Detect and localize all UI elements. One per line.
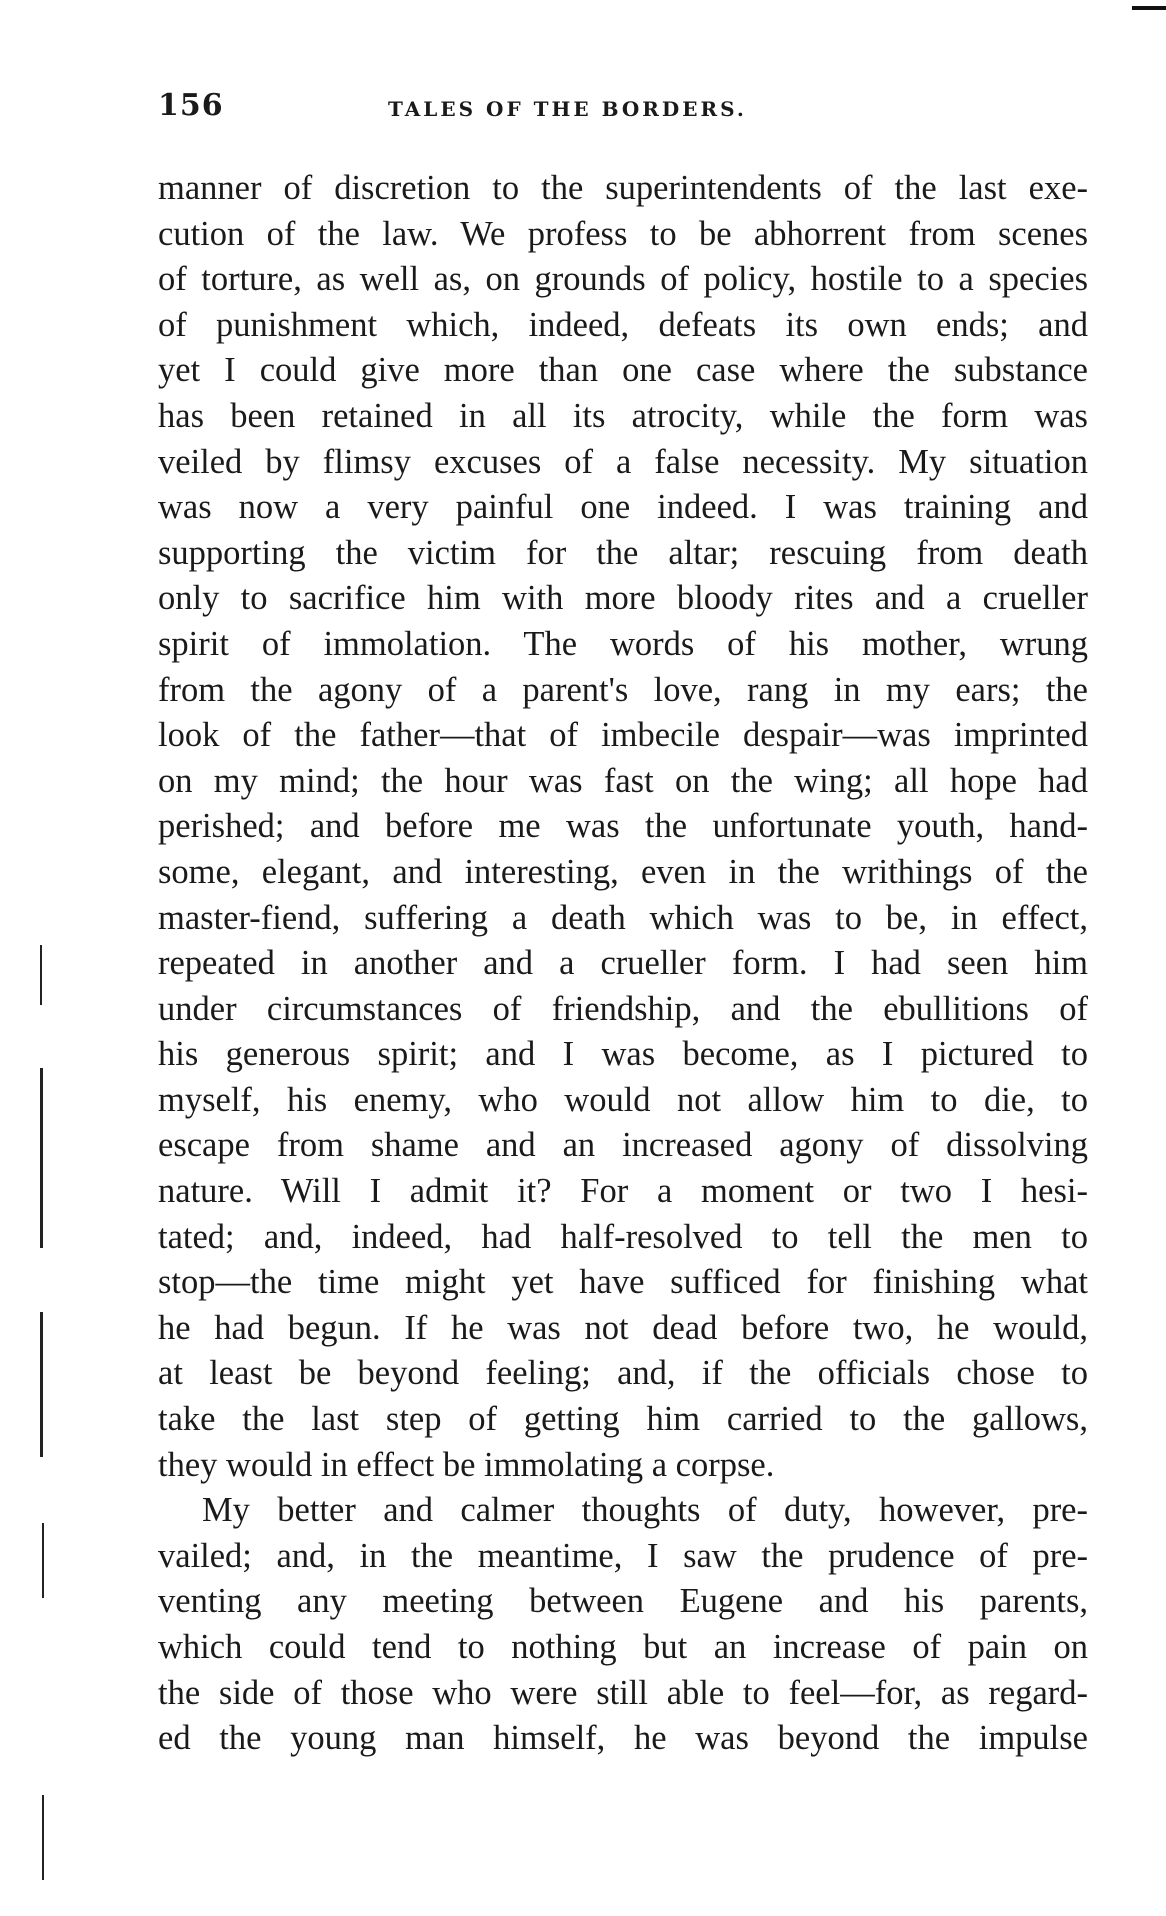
running-title: TALES OF THE BORDERS. [388, 97, 747, 121]
text-line: venting any meeting between Eugene and his parents, [158, 1582, 1088, 1621]
text-line: supporting the victim for the altar; rescuing from death [158, 533, 1088, 572]
text-line: some, elegant, and interesting, even in the writhings of the [158, 852, 1088, 891]
text-line: manner of discretion to the superintendents of the last exe- [158, 169, 1088, 207]
text-line: the side of those who were still able to feel—for, as regard- [158, 1673, 1088, 1712]
text-line: look of the father—that of imbecile despair—was imprinted [158, 716, 1088, 755]
text-line: repeated in another and a crueller form. I had seen him [158, 944, 1088, 983]
text-line: myself, his enemy, who would not allow him to die, to [158, 1080, 1088, 1119]
margin-rule [40, 945, 42, 1005]
paragraph-end-line: they would in effect be immolating a corpse. [158, 1445, 775, 1484]
margin-rule [42, 1523, 44, 1598]
text-line: was now a very painful one indeed. I was training and [158, 488, 1088, 527]
text-line: yet I could give more than one case where the substance [158, 351, 1088, 390]
text-line: cution of the law. We profess to be abhorrent from scenes [158, 214, 1088, 253]
text-line: nature. Will I admit it? For a moment or two I hesi- [158, 1172, 1088, 1211]
corner-mark [1132, 6, 1166, 10]
text-line: on my mind; the hour was fast on the wing; all hope had [158, 761, 1088, 800]
text-line: perished; and before me was the unfortunate youth, hand- [158, 807, 1088, 846]
text-line: of punishment which, indeed, defeats its own ends; and [158, 305, 1088, 344]
page-header [158, 88, 1088, 128]
margin-rule [42, 1795, 44, 1880]
text-line: take the last step of getting him carried to the gallows, [158, 1400, 1088, 1439]
paragraph-start-line: My better and calmer thoughts of duty, however, pre- [202, 1491, 1088, 1530]
margin-rule [40, 1068, 43, 1248]
body-text [158, 166, 1088, 1762]
text-line: has been retained in all its atrocity, while the form was [158, 396, 1088, 435]
text-line: ed the young man himself, he was beyond the impulse [158, 1719, 1088, 1758]
margin-rule [40, 1312, 43, 1457]
text-line: master-fiend, suffering a death which was to be, in effect, [158, 898, 1088, 937]
text-line: his generous spirit; and I was become, as I pictured to [158, 1035, 1088, 1074]
text-line: veiled by flimsy excuses of a false necessity. My situation [158, 442, 1088, 481]
text-line: escape from shame and an increased agony of dissolving [158, 1126, 1088, 1165]
text-line: vailed; and, in the meantime, I saw the prudence of pre- [158, 1536, 1088, 1575]
text-line: only to sacrifice him with more bloody rites and a crueller [158, 579, 1088, 618]
text-line: he had begun. If he was not dead before two, he would, [158, 1308, 1088, 1347]
text-line: which could tend to nothing but an increase of pain on [158, 1628, 1088, 1666]
text-line: tated; and, indeed, had half-resolved to tell the men to [158, 1217, 1088, 1256]
text-line: at least be beyond feeling; and, if the officials chose to [158, 1354, 1088, 1393]
text-line: spirit of immolation. The words of his mother, wrung [158, 624, 1088, 663]
text-line: from the agony of a parent's love, rang in my ears; the [158, 670, 1088, 709]
page-number: 156 [158, 88, 224, 123]
text-line: under circumstances of friendship, and the ebullitions of [158, 989, 1088, 1028]
text-line: stop—the time might yet have sufficed for finishing what [158, 1263, 1088, 1302]
text-line: of torture, as well as, on grounds of policy, hostile to a species [158, 260, 1088, 299]
